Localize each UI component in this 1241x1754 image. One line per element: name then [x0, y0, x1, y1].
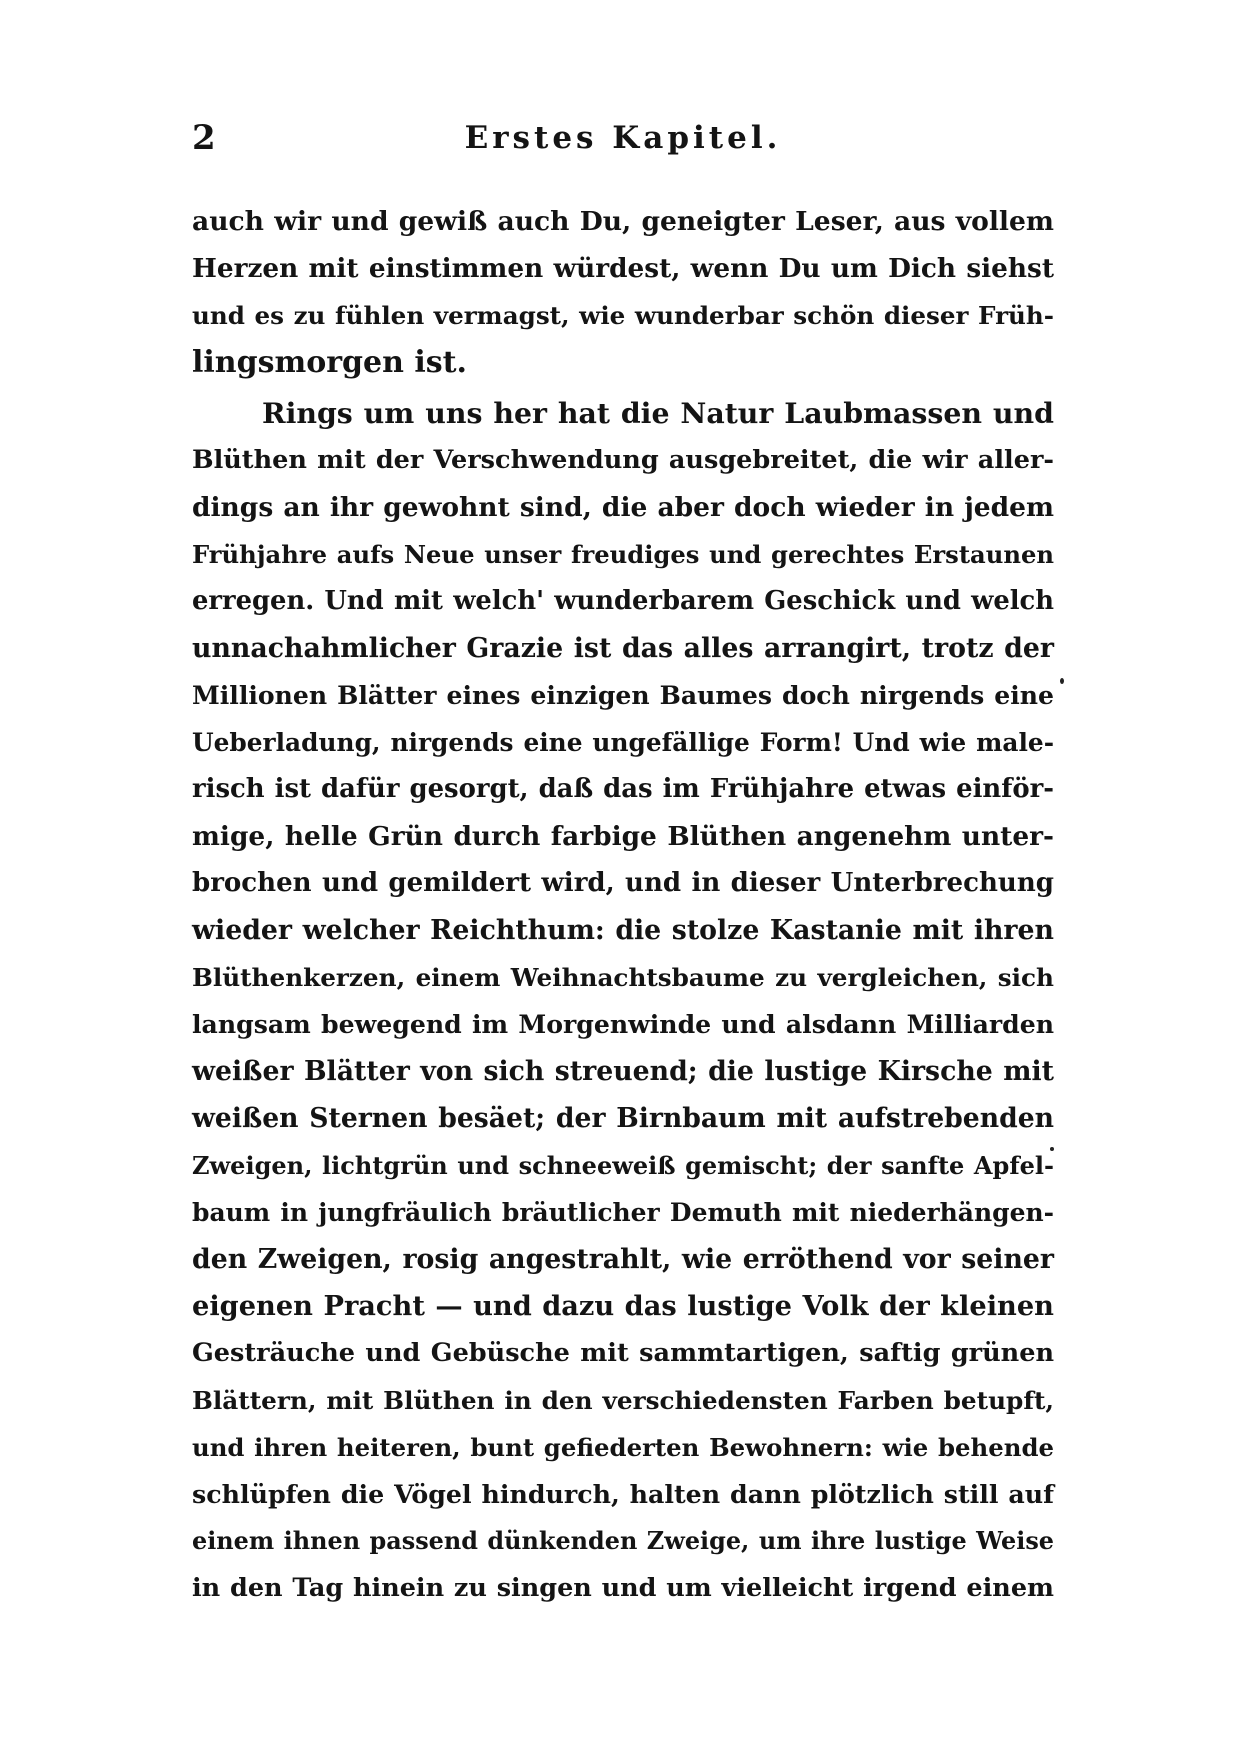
text-line: eigenen Pracht — und dazu das lustige Volk der kleinen	[192, 1290, 1054, 1322]
scan-speck	[1050, 1147, 1054, 1151]
text-line: brochen und gemildert wird, und in dieser Unterbrechung	[192, 868, 1054, 898]
text-line: Gesträuche und Gebüsche mit sammtartigen, saftig grünen	[192, 1338, 1054, 1368]
text-line: wieder welcher Reichthum: die stolze Kastanie mit ihren	[192, 915, 1054, 946]
text-line: risch ist dafür gesorgt, daß das im Frühjahre etwas einför-	[192, 774, 1054, 804]
running-title: Erstes Kapitel.	[464, 120, 782, 156]
page-header	[188, 118, 1058, 168]
text-line: weißen Sternen besäet; der Birnbaum mit aufstrebenden	[192, 1103, 1054, 1134]
text-line: Blüthenkerzen, einem Weihnachtsbaume zu vergleichen, sich	[192, 963, 1054, 992]
text-line: einem ihnen passend dünkenden Zweige, um ihre lustige Weise	[192, 1527, 1054, 1555]
text-line: mige, helle Grün durch farbige Blüthen angenehm unter-	[192, 821, 1054, 852]
text-line: erregen. Und mit welch' wunderbarem Geschick und welch	[192, 586, 1054, 616]
text-line: Frühjahre aufs Neue unser freudiges und gerechtes Erstaunen	[192, 540, 1054, 569]
text-line: Millionen Blätter eines einzigen Baumes doch nirgends eine	[192, 680, 1054, 710]
text-line: lingsmorgen ist.	[192, 345, 467, 380]
text-line: Rings um uns her hat die Natur Laubmassen und	[262, 396, 1054, 430]
text-line: Herzen mit einstimmen würdest, wenn Du um Dich siehst	[192, 253, 1054, 284]
text-line: auch wir und gewiß auch Du, geneigter Leser, aus vollem	[192, 206, 1054, 237]
text-line: Ueberladung, nirgends eine ungefällige Form! Und wie male-	[192, 728, 1054, 757]
text-line: Blättern, mit Blüthen in den verschiedensten Farben betupft,	[192, 1386, 1054, 1415]
text-line: Zweigen, lichtgrün und schneeweiß gemischt; der sanfte Apfel-	[192, 1151, 1054, 1180]
paragraph	[192, 390, 1054, 1612]
paragraph	[192, 198, 1054, 386]
text-line: weißer Blätter von sich streuend; die lustige Kirsche mit	[192, 1056, 1054, 1087]
text-line: und es zu fühlen vermagst, wie wunderbar schön dieser Früh-	[192, 301, 1054, 330]
page-number: 2	[192, 118, 217, 158]
scan-speck	[1060, 678, 1064, 684]
text-line: den Zweigen, rosig angestrahlt, wie erröthend vor seiner	[192, 1244, 1054, 1275]
text-line: Blüthen mit der Verschwendung ausgebreitet, die wir aller-	[192, 445, 1054, 475]
text-line: baum in jungfräulich bräutlicher Demuth mit niederhängen-	[192, 1198, 1054, 1227]
text-line: unnachahmlicher Grazie ist das alles arrangirt, trotz der	[192, 633, 1054, 664]
text-line: langsam bewegend im Morgenwinde und alsdann Milliarden	[192, 1009, 1054, 1039]
text-line: dings an ihr gewohnt sind, die aber doch wieder in jedem	[192, 492, 1054, 523]
text-line: und ihren heiteren, bunt gefiederten Bewohnern: wie behende	[192, 1433, 1054, 1462]
body-text	[192, 198, 1054, 1612]
text-line: schlüpfen die Vögel hindurch, halten dann plötzlich still auf	[192, 1479, 1054, 1509]
text-line: in den Tag hinein zu singen und um vielleicht irgend einem	[192, 1573, 1054, 1603]
